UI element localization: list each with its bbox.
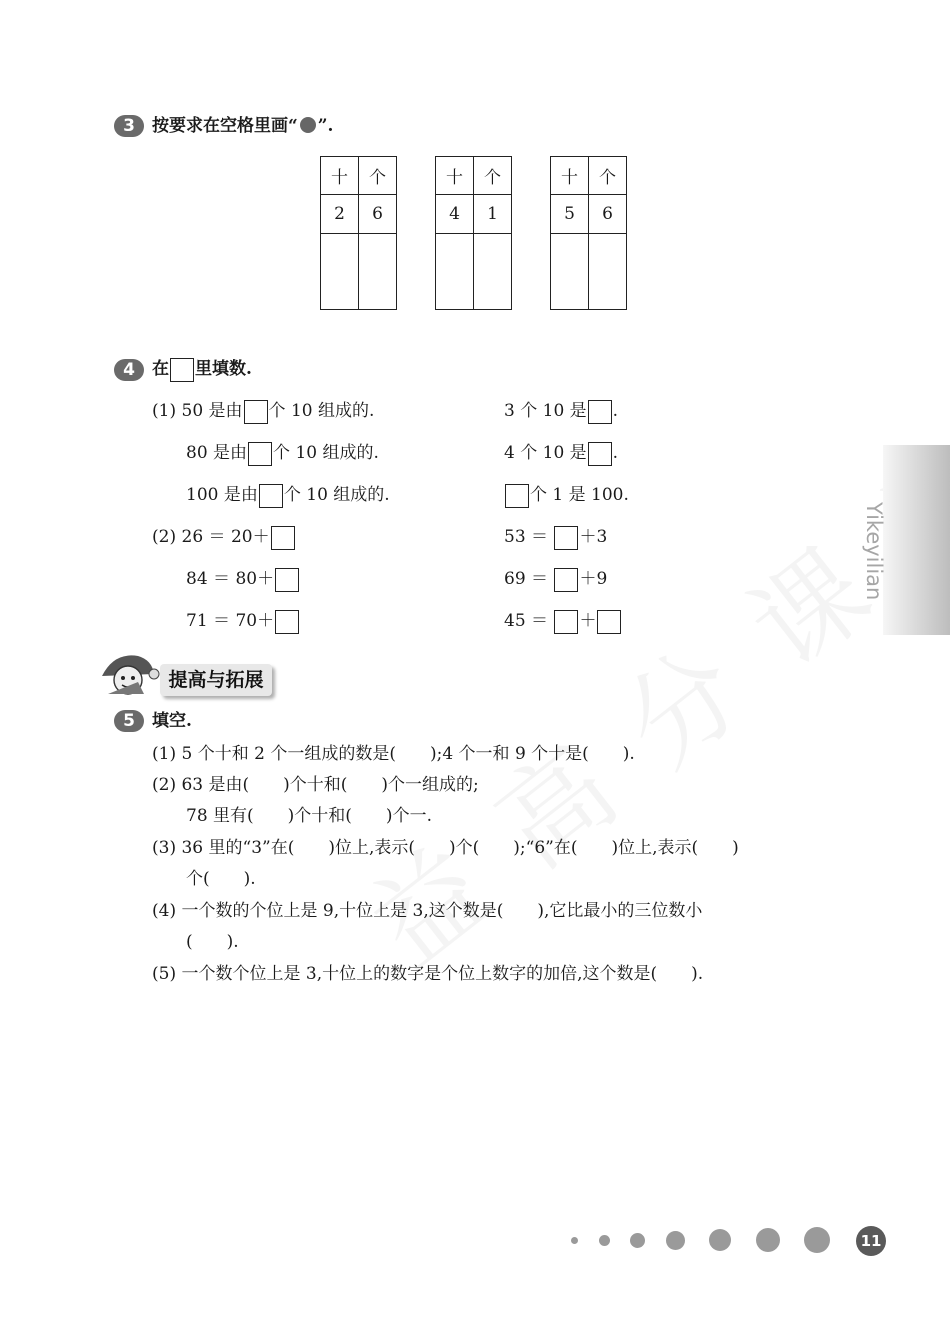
q5-line-7: ( ). bbox=[186, 932, 239, 952]
text: . bbox=[612, 443, 619, 463]
q5-line-5: 个( ). bbox=[186, 869, 256, 889]
answer-box[interactable] bbox=[597, 610, 621, 634]
q5-number-badge: 5 bbox=[114, 710, 144, 732]
q4-eq1-right bbox=[504, 525, 607, 550]
q4-title bbox=[152, 357, 252, 382]
q4-row2-right bbox=[504, 441, 618, 466]
tens-header: 十 bbox=[321, 157, 359, 195]
decor-dot bbox=[571, 1237, 578, 1244]
text: 个 10 组成的. bbox=[273, 443, 379, 463]
decor-dot bbox=[804, 1227, 830, 1253]
q5-line-3: 78 里有( )个十和( )个一. bbox=[186, 806, 432, 826]
answer-box[interactable] bbox=[588, 442, 612, 466]
q4-row1-left bbox=[152, 399, 374, 424]
text: 4 个 10 是 bbox=[504, 443, 587, 463]
answer-box[interactable] bbox=[244, 400, 268, 424]
q4-eq2-left bbox=[186, 567, 300, 592]
side-tab bbox=[883, 445, 950, 635]
q4-row3-left bbox=[186, 483, 390, 508]
mascot-icon bbox=[94, 646, 164, 698]
answer-box[interactable] bbox=[248, 442, 272, 466]
place-value-table-2 bbox=[435, 156, 512, 310]
part-label: (2) bbox=[152, 527, 177, 547]
black-dot-icon bbox=[300, 117, 316, 133]
q4-eq1-left bbox=[152, 525, 296, 550]
q5-line-6: (4) 一个数的个位上是 9,十位上是 3,这个数是( ),它比最小的三位数小 bbox=[152, 901, 703, 921]
part-label: (1) bbox=[152, 401, 177, 421]
page-number: 11 bbox=[856, 1226, 886, 1256]
tens-header: 十 bbox=[436, 157, 474, 195]
tens-draw-cell[interactable] bbox=[436, 234, 474, 310]
section-banner: 提高与拓展 bbox=[160, 664, 272, 696]
q4-eq3-right bbox=[504, 609, 622, 634]
answer-box[interactable] bbox=[259, 484, 283, 508]
q4-eq3-left bbox=[186, 609, 300, 634]
text: 80 是由 bbox=[186, 443, 248, 463]
text: 3 个 10 是 bbox=[504, 401, 587, 421]
q5-line-4: (3) 36 里的“3”在( )位上,表示( )个( );“6”在( )位上,表示( ) bbox=[152, 838, 739, 858]
equation: 45 ＝ bbox=[504, 611, 549, 631]
q4-row1-right bbox=[504, 399, 618, 424]
q5-line-1: (1) 5 个十和 2 个一组成的数是( );4 个一和 9 个十是( ). bbox=[152, 744, 635, 764]
decor-dot bbox=[709, 1229, 731, 1251]
tens-draw-cell[interactable] bbox=[321, 234, 359, 310]
tens-draw-cell[interactable] bbox=[551, 234, 589, 310]
answer-box[interactable] bbox=[275, 568, 299, 592]
ones-draw-cell[interactable] bbox=[589, 234, 627, 310]
text: 50 是由 bbox=[181, 401, 243, 421]
ones-header: 个 bbox=[474, 157, 512, 195]
place-value-table-3 bbox=[550, 156, 627, 310]
answer-box[interactable] bbox=[271, 526, 295, 550]
q5-line-8: (5) 一个数个位上是 3,十位上的数字是个位上数字的加倍,这个数是( ). bbox=[152, 964, 704, 984]
answer-box[interactable] bbox=[554, 526, 578, 550]
q3-number-badge: 3 bbox=[114, 115, 144, 137]
q5-title: 填空. bbox=[152, 711, 192, 731]
decor-dot bbox=[666, 1231, 685, 1250]
q4-eq2-right bbox=[504, 567, 607, 592]
ones-header: 个 bbox=[359, 157, 397, 195]
decor-dot bbox=[756, 1228, 780, 1252]
text: . bbox=[612, 401, 619, 421]
ones-digit: 1 bbox=[474, 195, 512, 234]
equation: ＋3 bbox=[579, 527, 608, 547]
answer-box-sample bbox=[170, 358, 194, 382]
q5-line-2: (2) 63 是由( )个十和( )个一组成的; bbox=[152, 775, 479, 795]
tens-digit: 4 bbox=[436, 195, 474, 234]
text: 个 1 是 100. bbox=[530, 485, 629, 505]
equation: ＋ bbox=[579, 611, 597, 631]
ones-digit: 6 bbox=[359, 195, 397, 234]
q4-title-post: 里填数. bbox=[195, 359, 252, 379]
ones-header: 个 bbox=[589, 157, 627, 195]
ones-draw-cell[interactable] bbox=[474, 234, 512, 310]
q4-title-pre: 在 bbox=[152, 359, 169, 379]
answer-box[interactable] bbox=[588, 400, 612, 424]
answer-box[interactable] bbox=[554, 568, 578, 592]
decor-dot bbox=[599, 1235, 610, 1246]
equation: 53 ＝ bbox=[504, 527, 549, 547]
answer-box[interactable] bbox=[275, 610, 299, 634]
side-tab-text: Yikeyilian bbox=[862, 502, 886, 601]
q4-number-badge: 4 bbox=[114, 359, 144, 381]
q3-title-post: ”. bbox=[317, 116, 334, 136]
q4-row2-left bbox=[186, 441, 379, 466]
ones-draw-cell[interactable] bbox=[359, 234, 397, 310]
text: 个 10 组成的. bbox=[283, 485, 390, 505]
answer-box[interactable] bbox=[505, 484, 529, 508]
answer-box[interactable] bbox=[554, 610, 578, 634]
tens-digit: 5 bbox=[551, 195, 589, 234]
q4-row3-right bbox=[504, 483, 629, 508]
ones-digit: 6 bbox=[589, 195, 627, 234]
text: 个 10 组成的. bbox=[268, 401, 375, 421]
equation: 26 ＝ 20＋ bbox=[181, 527, 270, 547]
q3-title bbox=[152, 114, 333, 138]
tens-digit: 2 bbox=[321, 195, 359, 234]
equation: 69 ＝ bbox=[504, 569, 549, 589]
tens-header: 十 bbox=[551, 157, 589, 195]
equation: 71 ＝ 70＋ bbox=[186, 611, 275, 631]
equation: ＋9 bbox=[579, 569, 608, 589]
q3-title-pre: 按要求在空格里画“ bbox=[152, 116, 298, 136]
equation: 84 ＝ 80＋ bbox=[186, 569, 275, 589]
decor-dot bbox=[630, 1233, 645, 1248]
text: 100 是由 bbox=[186, 485, 258, 505]
place-value-table-1 bbox=[320, 156, 397, 310]
